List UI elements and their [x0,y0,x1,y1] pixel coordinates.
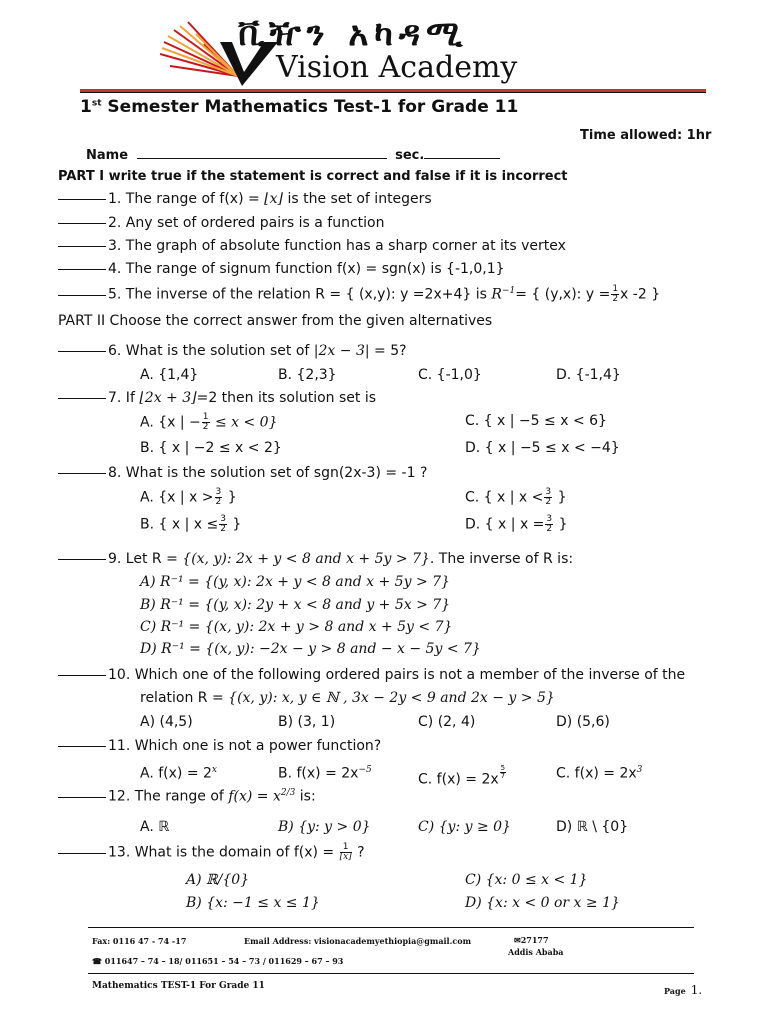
option-label: C. f(x) = 2x [556,765,637,782]
fraction-numerator: 1 [612,284,619,294]
q-number: 7. [108,390,122,406]
option-11a[interactable] [140,765,217,782]
option-7a[interactable] [140,413,278,432]
q-text: Which one is not a power function? [130,738,382,754]
q-number: 12. [108,788,131,805]
fraction-numerator: 3 [220,514,226,524]
logo-text [276,50,517,85]
question-9 [58,551,573,567]
fraction-denominator: 2 [545,497,552,507]
q-math: {(x, y): x, y ∈ ℕ , 3x − 2y < 9 and 2x − y > 5} [228,690,555,706]
q-number: 1. [108,191,122,207]
q-text: is the set of integers [283,191,432,207]
part1-heading: PART I write true if the statement is correct and false if it is incorrect [58,169,568,184]
footer-city: Addis Ababa [508,947,564,957]
q-math: f(x) = x [228,788,281,805]
footer-phones: ☎ 011647 – 74 – 18/ 011651 – 54 – 73 / 011629 – 67 – 93 [92,956,344,966]
fraction [202,413,210,432]
fraction-denominator: 2 [546,524,553,534]
answer-blank[interactable] [58,398,106,399]
answer-blank[interactable] [58,797,106,798]
logo-text-label: Vision Academy [276,50,518,85]
fraction-numerator: 1 [340,843,352,853]
time-allowed: Time allowed: 1hr [580,128,712,143]
page-number: 1. [690,983,703,997]
q-text: . The inverse of R is: [429,551,574,567]
fraction-denominator: ⌊x⌋ [339,852,352,862]
sec-label: sec. [395,148,425,163]
fraction [340,843,352,862]
amharic-logo-text: ቪዥን አካዳሚ [238,14,469,54]
option-10d[interactable]: D) (5,6) [556,714,610,730]
header-rule [80,89,706,93]
q-math: |2x − 3| [313,343,370,359]
q-text: The inverse of the relation R = { (x,y): y =2x+4} is [121,286,492,303]
option-8c[interactable] [465,488,567,507]
answer-blank[interactable] [58,473,106,474]
title-ordinal: 1 [80,97,92,117]
option-13c[interactable]: C) {x: 0 ≤ x < 1} [465,872,588,888]
footer-doc-name: Mathematics TEST-1 For Grade 11 [92,981,265,991]
fraction-denominator: 2 [220,524,226,534]
q-text: Any set of ordered pairs is a function [121,215,385,231]
q-number: 4. [108,261,122,277]
option-close: } [554,516,568,533]
option-sup: −5 [358,765,372,775]
question-6 [58,343,407,359]
answer-blank[interactable] [58,559,106,560]
option-9b[interactable]: B) R⁻¹ = {(y, x): 2y + x < 8 and y + 5x > 7} [140,597,451,613]
fraction-denominator: 2 [612,294,619,304]
page-label: Page [664,986,686,996]
option-math: − [189,414,201,431]
option-10a[interactable]: A) (4,5) [140,714,193,730]
q-math: ⌊x⌋ [264,191,283,207]
question-7 [58,390,376,406]
option-8a[interactable] [140,488,237,507]
option-9a[interactable]: A) R⁻¹ = {(y, x): 2x + y < 8 and x + 5y > 7} [140,574,450,590]
footer-page [664,979,702,998]
q-text: The graph of absolute function has a sharp corner at its vertex [121,238,566,254]
option-9d[interactable]: D) R⁻¹ = {(x, y): −2x − y > 8 and − x − 5y < 7} [140,641,481,657]
q-number: 6. [108,343,122,359]
question-3 [58,238,566,254]
option-11b[interactable] [278,765,372,782]
q-text: The range of [130,788,229,805]
fraction-denominator: 2 [215,497,222,507]
footer-fax: Fax: 0116 47 - 74 -17 [92,936,187,946]
fraction [215,488,223,507]
q-number: 10. [108,667,131,683]
q-text: = 5? [369,343,407,359]
option-8d[interactable] [465,515,568,534]
question-12 [58,788,316,805]
option-12c[interactable]: C) {y: y ≥ 0} [418,819,511,835]
option-9c[interactable]: C) R⁻¹ = {(x, y): 2x + y > 8 and x + 5y < 7} [140,619,453,635]
option-13d[interactable]: D) {x: x < 0 or x ≥ 1} [465,895,620,911]
q-text: = { (y,x): y = [515,286,611,303]
answer-blank[interactable] [58,295,106,296]
answer-blank[interactable] [58,246,106,247]
option-13b[interactable]: B) {x: −1 ≤ x ≤ 1} [186,895,320,911]
option-11c[interactable] [418,765,507,788]
question-4 [58,261,505,277]
fraction-numerator: 3 [215,487,222,497]
name-line [86,148,500,163]
option-label: B. f(x) = 2x [278,765,359,782]
q-text: relation R = [140,690,229,706]
fraction-numerator: 3 [545,487,552,497]
q-number: 2. [108,215,122,231]
question-11 [58,738,381,754]
option-sup: x [211,765,217,775]
option-13a[interactable]: A) ℝ/{0} [186,872,250,888]
answer-blank[interactable] [58,199,106,200]
option-10c[interactable]: C) (2, 4) [418,714,476,730]
option-label: C. { x | x < [465,489,544,506]
q-text: What is the solution set of sgn(2x-3) = -1 ? [121,465,428,481]
fraction [544,488,552,507]
q-text: What is the domain of f(x) = [130,844,339,861]
fraction [611,285,619,304]
fraction-denominator: 7 [500,772,506,780]
option-label: D. { x | x = [465,516,545,533]
q-text: Let R = [121,551,183,567]
q-math: {(x, y): 2x + y < 8 and x + 5y > 7} [182,551,430,567]
q-text: The range of f(x) = [121,191,265,207]
q-math: ⌊2x + 3⌋ [139,390,197,406]
answer-blank[interactable] [58,223,106,224]
q-number: 11. [108,738,131,754]
fraction-numerator: 3 [546,514,553,524]
name-field[interactable] [137,158,387,159]
option-close: } [553,489,567,506]
question-8 [58,465,427,481]
option-11d[interactable] [556,765,642,782]
fraction-numerator: 5 [500,764,506,772]
q-math: R [491,286,502,303]
q-number: 3. [108,238,122,254]
option-close: } [223,489,237,506]
answer-blank[interactable] [58,351,106,352]
q-text: ? [352,844,365,861]
answer-blank[interactable] [58,746,106,747]
option-math: ≤ x < 0} [210,414,278,431]
option-label: B. { x | x ≤ [140,516,219,533]
option-6b[interactable]: B. {2,3} [278,367,337,383]
answer-blank[interactable] [58,853,106,854]
fraction [500,765,506,780]
option-12a[interactable]: A. ℝ [140,819,170,835]
option-label: A. f(x) = 2 [140,765,212,782]
fraction [219,515,227,534]
q-text: x -2 } [620,286,661,303]
fraction-numerator: 1 [202,412,209,422]
q-math-sup: 2/3 [280,788,296,798]
q-text: =2 then its solution set is [196,390,377,406]
page-title [80,97,518,117]
option-7c[interactable]: C. { x | −5 ≤ x < 6} [465,413,607,429]
q-text: The range of signum function f(x) = sgn(x) is {-1,0,1} [121,261,505,277]
question-5 [58,285,660,304]
title-sup: st [91,98,102,109]
option-label: A. {x | [140,414,190,431]
option-6c[interactable]: C. {-1,0} [418,367,482,383]
option-12d[interactable]: D) ℝ \ {0} [556,819,629,835]
q-math-sup: −1 [501,285,516,296]
answer-blank[interactable] [58,675,106,676]
name-label: Name [86,148,129,163]
option-label: C. f(x) = 2x [418,771,499,788]
answer-blank[interactable] [58,269,106,270]
q-number: 13. [108,844,131,861]
option-7b[interactable]: B. { x | −2 ≤ x < 2} [140,440,282,456]
option-8b[interactable] [140,515,241,534]
part2-heading: PART II Choose the correct answer from the given alternatives [58,313,493,329]
option-6a[interactable]: A. {1,4} [140,367,199,383]
footer-rule-2 [88,973,694,974]
footer-email: Email Address: visionacademyethiopia@gmail.com [244,936,472,946]
option-12b[interactable]: B) {y: y > 0} [278,819,371,835]
question-2 [58,215,384,231]
title-text: Semester Mathematics Test-1 for Grade 11 [101,97,519,117]
q-text: Which one of the following ordered pairs is not a member of the inverse of the [130,667,686,683]
fraction-denominator: 2 [202,422,209,432]
q-text: What is the solution set of [121,343,314,359]
footer-rule [88,927,694,928]
option-6d[interactable]: D. {-1,4} [556,367,621,383]
option-label: A. {x | x > [140,489,214,506]
question-10-line2 [140,690,555,706]
q-number: 9. [108,551,122,567]
sec-field[interactable] [424,158,500,159]
footer-pobox: ✉27177 [514,935,549,945]
question-13 [58,843,365,862]
q-number: 8. [108,465,122,481]
question-10 [58,667,685,683]
fraction [545,515,553,534]
option-10b[interactable]: B) (3, 1) [278,714,336,730]
q-text: If [121,390,140,406]
question-1 [58,191,432,207]
q-text: is: [295,788,316,805]
option-sup: 3 [636,765,643,775]
option-close: } [227,516,242,533]
option-7d[interactable]: D. { x | −5 ≤ x < −4} [465,440,620,456]
q-number: 5. [108,286,122,303]
